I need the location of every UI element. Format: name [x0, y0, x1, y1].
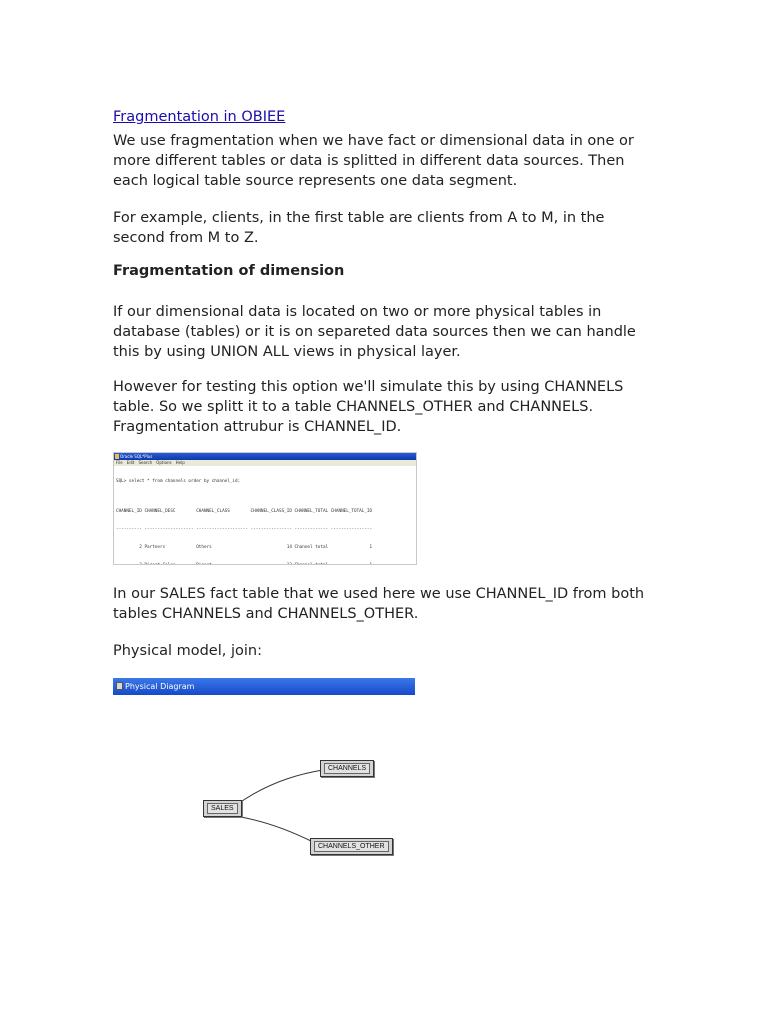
- sales-node-label: SALES: [207, 803, 238, 814]
- sales-table-node[interactable]: [203, 800, 242, 817]
- sqlplus-menu-file: File: [116, 460, 123, 465]
- dimension-paragraph: If our dimensional data is located on two or more physical tables in database (tables) or it is on separeted data sources then we can handle this by using UNION ALL views in physical layer.: [113, 304, 636, 360]
- diagram-window-icon: [116, 682, 123, 690]
- sqlplus-titlebar: [114, 453, 416, 460]
- physical-diagram-canvas: [113, 700, 415, 880]
- example-paragraph: For example, clients, in the first table are clients from A to M, in the second from M to Z.: [113, 210, 605, 246]
- sqlplus-line: SQL> select * from channels order by channel_id;: [116, 479, 241, 484]
- physical-model-label: Physical model, join:: [113, 643, 262, 659]
- sqlplus-line: ---------- ------------------- -------------------- ---------------- ------------- ----------------: [116, 527, 373, 532]
- sqlplus-window-title: Oracle SQL*Plus: [120, 454, 153, 459]
- oracle-app-icon: [115, 454, 119, 459]
- section-heading: Fragmentation of dimension: [113, 263, 345, 279]
- join-line-sales-channels: [235, 770, 323, 806]
- sqlplus-line: CHANNEL_ID CHANNEL_DESC CHANNEL_CLASS CHANNEL_CLASS_ID CHANNEL_TOTAL CHANNEL_TOTAL_ID: [116, 509, 373, 514]
- sales-paragraph: In our SALES fact table that we used here we use CHANNEL_ID from both tables CHANNELS and CHANNELS_OTHER.: [113, 586, 645, 622]
- sqlplus-menu-help: Help: [175, 460, 185, 465]
- channels-table-node[interactable]: [320, 760, 374, 777]
- sqlplus-menu-options: Options: [156, 460, 172, 465]
- document-title-link[interactable]: Fragmentation in OBIEE: [113, 109, 286, 125]
- testing-paragraph: However for testing this option we'll simulate this by using CHANNELS table. So we splitt it to a table CHANNELS_OTHER and CHANNELS. Fragmentation attrubur is CHANNEL_ID.: [113, 379, 624, 435]
- sqlplus-output: [114, 466, 416, 565]
- sqlplus-line: 2 Partners Others 14 Channel total 1: [116, 545, 373, 550]
- sqlplus-menu-edit: Edit: [126, 460, 135, 465]
- physical-diagram-window: [113, 678, 415, 696]
- sqlplus-screenshot: [113, 452, 417, 565]
- physical-diagram-titlebar: [113, 678, 415, 695]
- channels-other-table-node[interactable]: [310, 838, 393, 855]
- channels-node-label: CHANNELS: [324, 763, 370, 774]
- sqlplus-menu-search: Search: [138, 460, 153, 465]
- sqlplus-line: [116, 563, 414, 565]
- intro-paragraph: We use fragmentation when we have fact or dimensional data in one or more different tables or data is splitted in different data sources. Then each logical table source represents one data segment.: [113, 133, 634, 189]
- join-line-sales-channels-other: [235, 816, 313, 842]
- physical-diagram-title: Physical Diagram: [125, 682, 195, 691]
- channels-other-node-label: CHANNELS_OTHER: [314, 841, 389, 852]
